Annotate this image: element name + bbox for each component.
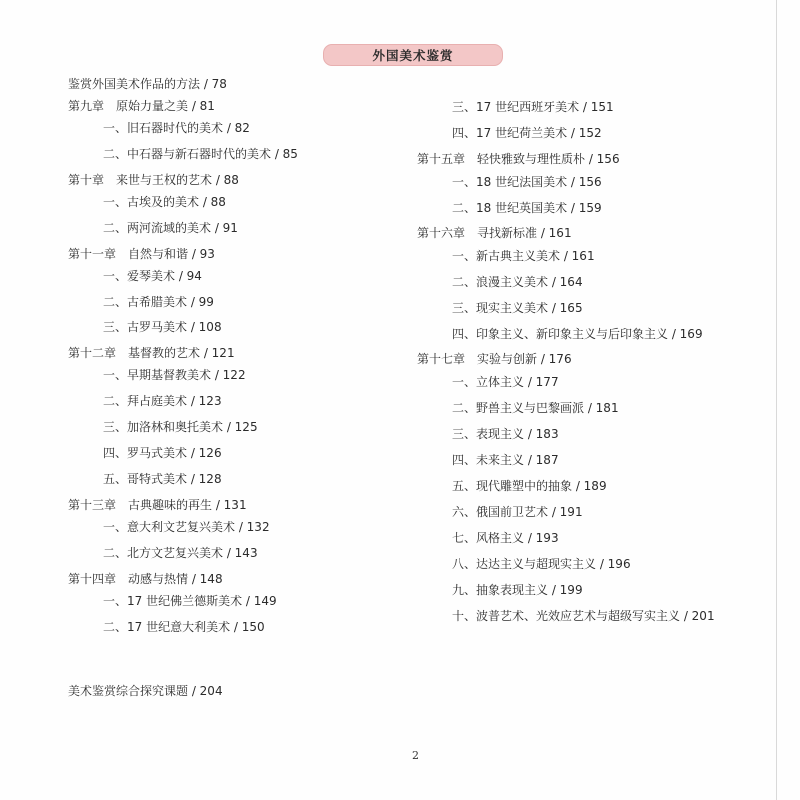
toc-entry[interactable]: 三、17 世纪西班牙美术 / 151 [452, 100, 614, 114]
toc-entry[interactable]: 三、现实主义美术 / 165 [452, 301, 583, 315]
toc-entry-research[interactable]: 美术鉴赏综合探究课题 / 204 [68, 684, 223, 698]
toc-chapter[interactable]: 第十四章 动感与热情 / 148 [68, 572, 223, 586]
toc-entry[interactable]: 二、中石器与新石器时代的美术 / 85 [103, 147, 298, 161]
toc-entry[interactable]: 鉴赏外国美术作品的方法 / 78 [68, 77, 227, 91]
toc-entry[interactable]: 一、17 世纪佛兰德斯美术 / 149 [103, 594, 277, 608]
toc-entry[interactable]: 二、北方文艺复兴美术 / 143 [103, 546, 258, 560]
toc-entry[interactable]: 一、立体主义 / 177 [452, 375, 559, 389]
section-title-banner [323, 44, 503, 66]
toc-entry[interactable]: 二、17 世纪意大利美术 / 150 [103, 620, 265, 634]
toc-entry[interactable]: 一、18 世纪法国美术 / 156 [452, 175, 602, 189]
toc-chapter[interactable]: 第十二章 基督教的艺术 / 121 [68, 346, 235, 360]
toc-entry[interactable]: 二、古希腊美术 / 99 [103, 295, 214, 309]
toc-entry[interactable]: 二、野兽主义与巴黎画派 / 181 [452, 401, 619, 415]
toc-chapter[interactable]: 第十六章 寻找新标准 / 161 [417, 226, 572, 240]
toc-entry[interactable]: 一、新古典主义美术 / 161 [452, 249, 595, 263]
toc-entry[interactable]: 五、现代雕塑中的抽象 / 189 [452, 479, 607, 493]
toc-entry[interactable]: 一、旧石器时代的美术 / 82 [103, 121, 250, 135]
toc-chapter[interactable]: 第十三章 古典趣味的再生 / 131 [68, 498, 247, 512]
toc-entry[interactable]: 四、罗马式美术 / 126 [103, 446, 222, 460]
toc-chapter[interactable]: 第十七章 实验与创新 / 176 [417, 352, 572, 366]
toc-entry[interactable]: 五、哥特式美术 / 128 [103, 472, 222, 486]
page-number: 2 [412, 749, 419, 762]
toc-entry[interactable]: 三、表现主义 / 183 [452, 427, 559, 441]
toc-entry[interactable]: 二、两河流域的美术 / 91 [103, 221, 238, 235]
toc-entry[interactable]: 六、俄国前卫艺术 / 191 [452, 505, 583, 519]
toc-entry[interactable]: 二、拜占庭美术 / 123 [103, 394, 222, 408]
toc-chapter[interactable]: 第十章 来世与王权的艺术 / 88 [68, 173, 239, 187]
toc-entry[interactable]: 四、印象主义、新印象主义与后印象主义 / 169 [452, 327, 703, 341]
toc-entry[interactable]: 四、17 世纪荷兰美术 / 152 [452, 126, 602, 140]
toc-entry[interactable]: 八、达达主义与超现实主义 / 196 [452, 557, 631, 571]
toc-entry[interactable]: 三、古罗马美术 / 108 [103, 320, 222, 334]
toc-chapter[interactable]: 第十一章 自然与和谐 / 93 [68, 247, 215, 261]
page-edge [776, 0, 777, 800]
toc-entry[interactable]: 一、早期基督教美术 / 122 [103, 368, 246, 382]
toc-entry[interactable]: 一、爱琴美术 / 94 [103, 269, 202, 283]
toc-chapter[interactable]: 第九章 原始力量之美 / 81 [68, 99, 215, 113]
section-title: 外国美术鉴赏 [372, 48, 454, 63]
toc-entry[interactable]: 二、18 世纪英国美术 / 159 [452, 201, 602, 215]
toc-entry[interactable]: 九、抽象表现主义 / 199 [452, 583, 583, 597]
toc-chapter[interactable]: 第十五章 轻快雅致与理性质朴 / 156 [417, 152, 620, 166]
toc-entry[interactable]: 十、波普艺术、光效应艺术与超级写实主义 / 201 [452, 609, 715, 623]
toc-entry[interactable]: 七、风格主义 / 193 [452, 531, 559, 545]
toc-entry[interactable]: 一、意大利文艺复兴美术 / 132 [103, 520, 270, 534]
toc-entry[interactable]: 三、加洛林和奥托美术 / 125 [103, 420, 258, 434]
toc-entry[interactable]: 二、浪漫主义美术 / 164 [452, 275, 583, 289]
toc-entry[interactable]: 四、未来主义 / 187 [452, 453, 559, 467]
toc-entry[interactable]: 一、古埃及的美术 / 88 [103, 195, 226, 209]
